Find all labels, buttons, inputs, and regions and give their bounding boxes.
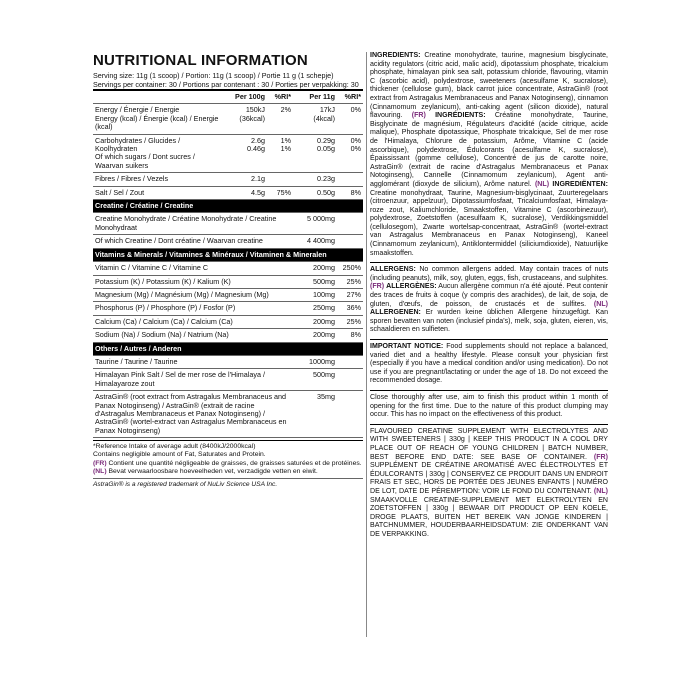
footnotes: [93, 440, 363, 476]
ri-per100g: [267, 173, 293, 186]
table-row: [93, 302, 363, 315]
column-divider: [366, 52, 367, 637]
nutrient-label: Sodium (Na) / Sodium (Na) / Natrium (Na): [93, 329, 293, 342]
footnote-ri: *Reference Intake of average adult (8400kJ/2000kcal): [93, 443, 256, 451]
col-per100g: Per 100g: [223, 90, 267, 104]
storage-block: FLAVOURED CREATINE SUPPLEMENT WITH ELECTROLYTES AND WITH SWEETENERS | 330g | KEEP THIS PRODUCT IN A COOL DRY PLACE OUT OF REACH OF YOUNG CHILDREN | BATCH NUMBER, BEST BEFORE END DATE: SEE BASE OF CONTAINER. (FR) SUPPLÉMENT DE CRÉATINE AROMATISÉ AVEC ÉLECTROLYTES ET ÉDULCORANTS | 330g | CONSERVEZ CE PRODUIT DANS UN ENDROIT FRAIS ET SEC, HORS DE PORTÉE DES JEUNES ENFANTS | NUMÉRO DE LOT, DATE DE PÉREMPTION: VOIR LE FOND DU CONTENANT. (NL) SMAAKVOLLE CREATINE-SUPPLEMENT MET ELEKTROLYTEN EN ZOETSTOFFEN | 330g | BEWAAR DIT PRODUCT OP EEN KOELE, DROGE PLAATS, BUITEN HET BEREIK VAN JONGE KINDEREN | BATCHNUMMER, HOUDERBAARHEIDSDATUM: ZIE ONDERKANT VAN DE VERPAKKING.: [370, 427, 608, 538]
table-row: [93, 329, 363, 342]
table-row: [93, 235, 363, 248]
table-row: [93, 315, 363, 328]
col-ri-11: %RI*: [337, 90, 363, 104]
footnote-fr: (FR) Contient une quantité négligeable de graisses, de graisses saturées et de protéines.: [93, 459, 362, 467]
nutrient-label: Taurine / Taurine / Taurine: [93, 355, 293, 368]
section-vitamins: Vitamins & Minerals / Vitamines & Minéraux / Vitaminen & Mineralen: [93, 248, 363, 261]
nutrient-label: Potassium (K) / Potassium (K) / Kalium (K): [93, 275, 293, 288]
nutrient-label: Salt / Sel / Zout: [93, 186, 223, 199]
nutrient-label: Carbohydrates / Glucides / Koolhydraten Of which sugars / Dont sucres / Waarvan suikers: [93, 134, 223, 173]
ri-per11g: 8%: [337, 186, 363, 199]
table-row: [93, 262, 363, 275]
nutrition-table: [93, 89, 363, 438]
ri-per11g: [337, 213, 363, 235]
ri-per11g: 25%: [337, 315, 363, 328]
table-row: [93, 173, 363, 186]
value-per11g: 0.50g: [293, 186, 337, 199]
ri-per11g: 0% 0%: [337, 134, 363, 173]
value-per100g: 150kJ (36kcal): [223, 104, 267, 134]
divider: [370, 339, 608, 340]
nutrient-label: Magnesium (Mg) / Magnésium (Mg) / Magnesium (Mg): [93, 288, 293, 301]
ri-per11g: 0%: [337, 104, 363, 134]
ri-per11g: 250%: [337, 262, 363, 275]
table-row: [93, 186, 363, 199]
value-per100g: 4.5g: [223, 186, 267, 199]
value-per11g: 200mg: [293, 329, 337, 342]
ri-per11g: 25%: [337, 275, 363, 288]
table-row: [93, 369, 363, 391]
storage-note: Close thoroughly after use, aim to finish this product within 1 month of opening for the first time. Due to the nature of this product clumping may occur. This has no impact on the effectiveness of this product.: [370, 393, 608, 419]
ri-per11g: [337, 369, 363, 391]
panel-title: NUTRITIONAL INFORMATION: [93, 52, 308, 69]
nutrition-panel: [93, 52, 363, 488]
col-per11g: Per 11g: [293, 90, 337, 104]
nutrient-label: Phosphorus (P) / Phosphore (P) / Fosfor (P): [93, 302, 293, 315]
ri-per11g: [337, 173, 363, 186]
value-per11g: 100mg: [293, 288, 337, 301]
value-per11g: 1000mg: [293, 355, 337, 368]
nutrient-label: AstraGin® (root extract from Astragalus Membranaceus and Panax Notoginseng) / AstraGin® (extrait de racine d'Astragalus Membranaceus et Panax Notoginseng) / AstraGin® (wortel-extract van Astragalus Membranaceus en Panax Notoginseng): [93, 391, 293, 438]
ri-per11g: [337, 355, 363, 368]
footnote-nl: (NL) Bevat verwaarloosbare hoeveelheden vet, verzadigde vetten en eiwit.: [93, 467, 318, 475]
value-per11g: 5 000mg: [293, 213, 337, 235]
table-row: [93, 275, 363, 288]
divider: [370, 390, 608, 391]
table-row: [93, 104, 363, 134]
col-ri-100: %RI*: [267, 90, 293, 104]
servings-per-container: Servings per container: 30 / Portions par contenant : 30 / Porties per verpakking: 30: [93, 80, 359, 89]
value-per11g: 200mg: [293, 315, 337, 328]
table-header: [93, 90, 363, 104]
divider: [370, 262, 608, 263]
ri-per11g: 27%: [337, 288, 363, 301]
nutrient-label: Vitamin C / Vitamine C / Vitamine C: [93, 262, 293, 275]
value-per11g: 250mg: [293, 302, 337, 315]
footnote-negligible: Contains negligible amount of Fat, Saturates and Protein.: [93, 451, 266, 459]
table-row: [93, 288, 363, 301]
trademark-note: AstraGin® is a registered trademark of NuLiv Science USA Inc.: [93, 478, 363, 488]
value-per11g: 500mg: [293, 275, 337, 288]
table-row: [93, 355, 363, 368]
nutrient-label: Of which Creatine / Dont créatine / Waarvan creatine: [93, 235, 293, 248]
value-per11g: 17kJ (4kcal): [293, 104, 337, 134]
section-creatine: Creatine / Créatine / Creatine: [93, 200, 363, 213]
ri-per11g: [337, 235, 363, 248]
table-row: [93, 134, 363, 173]
section-others: Others / Autres / Anderen: [93, 342, 363, 355]
table-row: [93, 213, 363, 235]
value-per100g: 2.6g 0.46g: [223, 134, 267, 173]
serving-size: Serving size: 11g (1 scoop) / Portion: 11g (1 scoop) / Portie 11 g (1 schepje): [93, 71, 334, 80]
divider: [370, 424, 608, 425]
ri-per11g: 36%: [337, 302, 363, 315]
nutrient-label: Calcium (Ca) / Calcium (Ca) / Calcium (Ca): [93, 315, 293, 328]
ingredients-block: INGREDIENTS: Creatine monohydrate, taurine, magnesium bisglycinate, acidity regulators (citric acid, malic acid), dipotassium phosphate, tricalcium phosphate, himalayan pink sea salt, potassium chloride, flavouring, vitamin C (ascorbic acid), polydextrose, sweeteners (acesulfame K, sucralose), thickener (cellulose gum), black carrot juice concentrate, AstraGin® (root extract from Astragalus Membranaceus and Panax Notoginseng), cinnamon (Cinnamomum zeylanicum), anti-caking agent (silicon dioxide), natural flavouring. (FR) INGRÉDIENTS: Créatine monohydrate, Taurine, Bisglycinate de magnésium, Régulateurs d'acidité (acide citrique, acide malique), Phosphate dipotassique, Phosphate tricalcique, Sel de mer rose de l'Himalaya, Chlorure de potassium, Arôme, Vitamine C (acide ascorbique), polydextrose, Édulcorants (acesulfame K, sucralose), Épaississant (gomme cellulose), Concentré de jus de carotte noire, AstraGin® (extrait de racine d'Astragalus Membranaceus et Panax Notoginseng), Cannelle (Cinnamomum zeylanicum), Agent anti-agglomérant (dioxyde de silicium), Arôme naturel. (NL) INGREDIËNTEN: Creatine monohydraat, Taurine, Magnesium-bisglycinaat, Zuurteregelaars (citroenzuur, appelzuur), Dipotassiumfosfaat, Tricalciumfosfaat, Himalaya-roze zout, Kaliumchloride, Smaakstoffen, Vitamine C (ascorbinezuur), polydextrose, Zoetstoffen (acesulfaam K, sucralose), Verdikkingsmiddel (cellulosegom), Zwarte wortelsap-concentraat, AstraGin® (wortel-extract van Astragalus Membranaceus en Panax Notoginseng), Kaneel (Cinnamomum zeylanicum), Antiklontermiddel (siliciumdioxide), Natuurlijke smaakstoffen.: [370, 52, 608, 257]
ri-per100g: 2%: [267, 104, 293, 134]
notice-block: IMPORTANT NOTICE: Food supplements should not replace a balanced, varied diet and a healthy lifestyle. Please consult your physician first (especially if you have a medical condition and/or using medication). Do not use if you are pregnant/lactating or under the age of 18. Do not exceed the recommended dosage.: [370, 343, 608, 385]
value-per11g: 4 400mg: [293, 235, 337, 248]
ri-per100g: 75%: [267, 186, 293, 199]
value-per11g: 500mg: [293, 369, 337, 391]
ri-per11g: 8%: [337, 329, 363, 342]
nutrient-label: Himalayan Pink Salt / Sel de mer rose de l'Himalaya / Himalayaroze zout: [93, 369, 293, 391]
value-per100g: 2.1g: [223, 173, 267, 186]
value-per11g: 35mg: [293, 391, 337, 438]
ri-per11g: [337, 391, 363, 438]
nutrient-label: Fibres / Fibres / Vezels: [93, 173, 223, 186]
allergens-block: ALLERGENS: No common allergens added. May contain traces of nuts (including peanuts), milk, soy, gluten, eggs, fish, crustaceans, and sulphites. (FR) ALLERGÈNES: Aucun allergène commun n'a été ajouté. Peut contenir des traces de fruits à coque (y compris des arachides), de lait, de soja, de gluten, d'œufs, de poisson, de crustacés et de sulfites. (NL) ALLERGENEN: Er wurden keine üblichen Allergene hinzugefügt. Kan sporen bevatten van noten (inclusief pinda's), melk, soja, gluten, eieren, vis, schaaldieren en sulfieten.: [370, 266, 608, 334]
value-per11g: 0.23g: [293, 173, 337, 186]
ri-per100g: 1% 1%: [267, 134, 293, 173]
table-row: [93, 391, 363, 438]
value-per11g: 0.29g 0.05g: [293, 134, 337, 173]
nutrient-label: Creatine Monohydrate / Créatine Monohydrate / Creatine Monohydraat: [93, 213, 293, 235]
nutrient-label: Energy / Énergie / Energie Energy (kcal) / Énergie (kcal) / Energie (kcal): [93, 104, 223, 134]
value-per11g: 200mg: [293, 262, 337, 275]
label-text-column: [370, 52, 608, 542]
